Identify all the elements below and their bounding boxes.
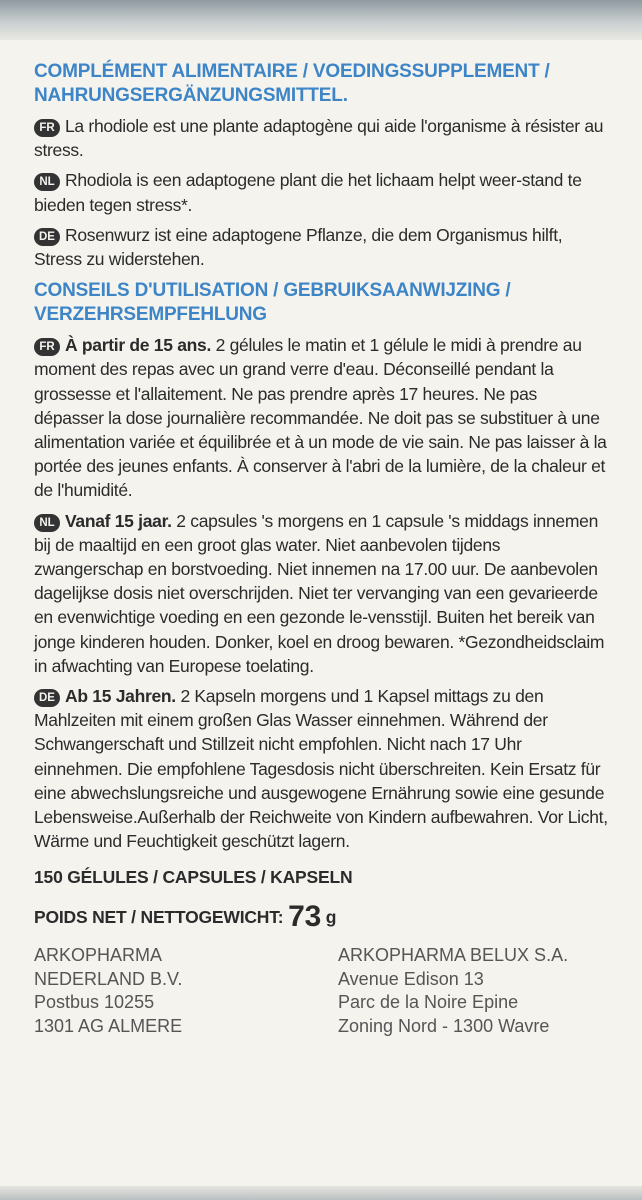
intro-nl xyxy=(34,168,610,216)
net-weight-value: 73 xyxy=(288,900,322,934)
usage-fr xyxy=(34,333,610,502)
address-line: Parc de la Noire Epine xyxy=(338,992,519,1013)
usage-nl-text: 2 capsules 's morgens en 1 capsule 's middags innemen bij de maaltijd en een groot glas water. Niet aanbevolen tijdens zwangerschap en borstvoeding. Niet innemen na 17.00 uur. De aanbevolen dagelijkse dosis niet overschrijden. Niet ter vervanging van een gevarieerde en evenwichtige voeding en een gezonde le-vensstijl. Buiten het bereik van jonge kinderen houden. Donker, koel en droog bewaren. *Gezondheidsclaim in afwachting van Europese toelating. xyxy=(34,510,605,676)
language-badge-de: DE xyxy=(34,689,60,707)
address-line: Postbus 10255 xyxy=(34,992,155,1013)
usage-heading-line-2: VERZEHRSEMPFEHLUNG xyxy=(34,304,267,326)
net-weight-unit: g xyxy=(325,907,337,928)
language-badge-fr: FR xyxy=(34,338,60,356)
intro-de xyxy=(34,223,610,271)
address-line: NEDERLAND B.V. xyxy=(34,968,183,989)
capsule-count: 150 GÉLULES / CAPSULES / KAPSELN xyxy=(34,867,353,888)
box-lid-bottom xyxy=(0,1186,642,1200)
supplement-heading xyxy=(34,60,610,108)
address-line: 1301 AG ALMERE xyxy=(34,1015,183,1036)
box-lid-top xyxy=(0,0,642,40)
usage-heading xyxy=(34,279,610,327)
usage-de-text: 2 Kapseln morgens und 1 Kapsel mittags zu den Mahlzeiten mit einem großen Glas Wasser einnehmen. Während der Schwangerschaft und Stillzeit nicht empfohlen. Nicht nach 17 Uhr einnehmen. Die empfohlene Tagesdosis nicht überschreiten. Kein Ersatz für eine abwechslungsreiche und ausgewogene Ernährung sowie eine gesunde Lebensweise.Außerhalb der Reichweite von Kindern aufbewahren. Vor Licht, Wärme und Feuchtigkeit geschützt lagern. xyxy=(34,686,608,852)
language-badge-de: DE xyxy=(34,228,60,246)
usage-fr-text: 2 gélules le matin et 1 gélule le midi à prendre au moment des repas avec un grand verre d'eau. Déconseillé pendant la grossesse et l'allaitement. Ne pas prendre après 17 heures. Ne pas dépasser la dose journalière recommandée. Ne doit pas se substituer à une alimentation variée et équilibrée et à un mode de vie sain. Ne pas laisser à la portée des jeunes enfants. À conserver à l'abri de la lumière, de la chaleur et de l'humidité. xyxy=(34,335,607,501)
usage-fr-lead: À partir de 15 ans. xyxy=(65,335,212,356)
intro-de-text: Rosenwurz ist eine adaptogene Pflanze, die dem Organismus hilft, Stress zu widerstehen. xyxy=(34,224,563,270)
intro-nl-text: Rhodiola is een adaptogene plant die het lichaam helpt weer-stand te bieden tegen stress*. xyxy=(34,170,582,215)
address-line: Zoning Nord - 1300 Wavre xyxy=(338,1015,550,1036)
label-content xyxy=(34,60,610,1038)
supplement-heading-line-1: COMPLÉMENT ALIMENTAIRE / VOEDINGSSUPPLEMENT / xyxy=(34,61,550,82)
usage-de xyxy=(34,684,610,853)
usage-de-lead: Ab 15 Jahren. xyxy=(65,686,176,707)
address-belgium xyxy=(338,944,610,1038)
net-weight-label: POIDS NET / NETTOGEWICHT: xyxy=(34,907,284,928)
intro-fr-text: La rhodiole est une plante adaptogène qui aide l'organisme à résister au stress. xyxy=(34,116,604,161)
language-badge-fr: FR xyxy=(34,119,60,137)
language-badge-nl: NL xyxy=(34,173,60,191)
intro-fr xyxy=(34,114,610,162)
usage-nl xyxy=(34,509,610,678)
supplement-heading-line-2: NAHRUNGSERGÄNZUNGSMITTEL. xyxy=(34,85,348,106)
address-line: ARKOPHARMA BELUX S.A. xyxy=(338,945,569,966)
manufacturer-addresses xyxy=(34,944,610,1038)
usage-nl-lead: Vanaf 15 jaar. xyxy=(65,510,172,531)
address-netherlands xyxy=(34,944,182,1038)
net-weight xyxy=(34,900,610,934)
usage-heading-line-1: CONSEILS D'UTILISATION / GEBRUIKSAANWIJZING / xyxy=(34,280,511,302)
package-side-panel xyxy=(0,40,642,1186)
address-line: Avenue Edison 13 xyxy=(338,968,484,989)
language-badge-nl: NL xyxy=(34,514,60,532)
address-line: ARKOPHARMA xyxy=(34,945,163,966)
